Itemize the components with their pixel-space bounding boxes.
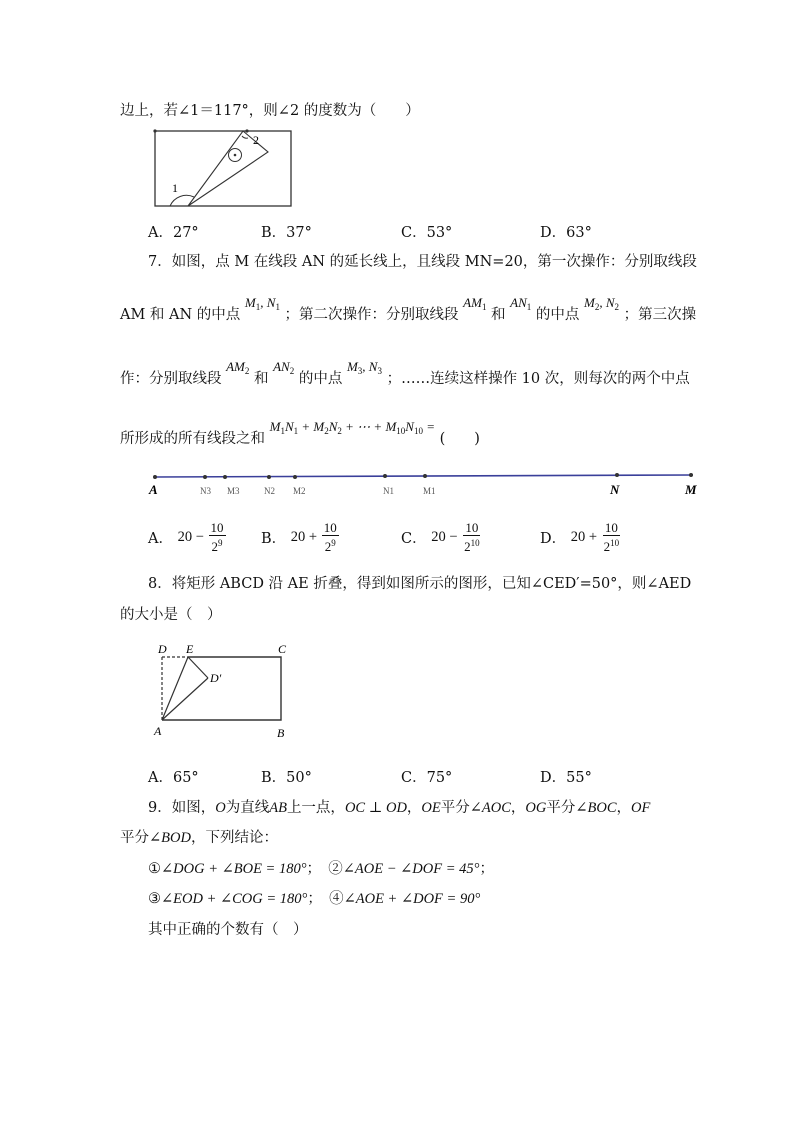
q9-question: 其中正确的个数有（ ） <box>148 922 308 938</box>
q8-option-c: C．75° <box>401 770 453 786</box>
q6-option-d: D．63° <box>540 225 592 241</box>
q7-sym-m2n2: $M_2$, $N_2$ <box>584 295 620 312</box>
q6-fig-label-1: 1 <box>172 181 178 195</box>
q8-option-d: D．55° <box>540 770 592 786</box>
q7-figure <box>145 466 705 506</box>
q8-stem-line1: 8．将矩形 ABCD 沿 AE 折叠，得到如图所示的图形，已知∠CED′=50°，则∠AED <box>148 576 692 592</box>
q7-option-b: B． 20 + $\frac{10}{2^9}$ <box>261 520 337 554</box>
q7-fig-label-a: A <box>149 482 158 497</box>
q8-fig-label-e: E <box>186 642 194 656</box>
q8-fig-label-c: C <box>278 642 287 656</box>
q8-fig-label-dprime: D′ <box>210 671 222 685</box>
q9-conclusions-row1: ①∠DOG + ∠BOE = 180°； ②∠AOE − ∠DOF = 45°； <box>148 861 494 877</box>
q9-stem-line1: 9．如图，O为直线AB上一点，OC ⊥ OD，OE平分∠AOC，OG平分∠BOC，OF <box>148 800 651 816</box>
q7-sym-an1: $AN_1$ <box>510 295 532 312</box>
q7-stem-line4: 所形成的所有线段之和 $M_1N_1 + M_2N_2$ + ⋯ + $M_{10}N_{10}$ = ( ) <box>120 419 480 447</box>
q8-figure <box>148 638 298 743</box>
q7-fig-label-n: N <box>610 482 620 497</box>
q7-fig-label-n1: N1 <box>383 486 394 496</box>
q7-fig-label-n3: N3 <box>200 486 211 496</box>
q8-option-b: B．50° <box>261 770 312 786</box>
q7-sym-an2: $AN_2$ <box>273 359 295 376</box>
q7-sym-sum: $M_1N_1 + M_2N_2$ + ⋯ + $M_{10}N_{10}$ = <box>269 419 435 436</box>
q7-stem-line3: 作：分别取线段 $AM_2$ 和 $AN_2$ 的中点 $M_3$, $N_3$ ；……连续这样操作 10 次，则每次的两个中点 <box>120 359 690 387</box>
q7-sym-am2: $AM_2$ <box>226 359 250 376</box>
q7-fig-label-m1: M1 <box>423 486 436 496</box>
q9-conclusions-row2: ③∠EOD + ∠COG = 180°； ④∠AOE + ∠DOF = 90° <box>148 891 481 907</box>
q7-fig-label-m2: M2 <box>293 486 306 496</box>
q7-option-a: A． 20 − $\frac{10}{2^9}$ <box>148 520 224 554</box>
q7-fig-label-n2: N2 <box>264 486 275 496</box>
q6-option-c: C．53° <box>401 225 453 241</box>
q6-figure <box>150 125 300 210</box>
q6-stem: 边上，若∠1＝117°，则∠2 的度数为（ ） <box>120 103 420 119</box>
q7-fig-label-m3: M3 <box>227 486 240 496</box>
q8-fig-label-b: B <box>277 726 285 740</box>
q8-stem-line2: 的大小是（ ） <box>120 607 222 623</box>
q7-stem-line1: 7．如图，点 M 在线段 AN 的延长线上，且线段 MN=20，第一次操作：分别取线段 <box>148 254 697 270</box>
q7-sym-m3n3: $M_3$, $N_3$ <box>346 359 382 376</box>
q8-fig-label-a: A <box>154 724 162 738</box>
q8-option-a: A．65° <box>148 770 199 786</box>
q7-stem-line2: AM 和 AN 的中点 $M_1$, $N_1$ ；第二次操作：分别取线段 $AM_1$ 和 $AN_1$ 的中点 $M_2$, $N_2$ ；第三次操 <box>120 295 697 323</box>
q9-stem-line2: 平分∠BOD，下列结论： <box>120 830 278 846</box>
q6-option-a: A．27° <box>148 225 199 241</box>
q6-option-b: B．37° <box>261 225 312 241</box>
q7-sym-m1n1: $M_1$, $N_1$ <box>244 295 280 312</box>
q7-option-c: C． 20 − $\frac{10}{2^{10}}$ <box>401 520 480 554</box>
q8-fig-label-d: D <box>158 642 167 656</box>
q7-fig-label-m: M <box>685 482 697 497</box>
q7-option-d: D． 20 + $\frac{10}{2^{10}}$ <box>540 520 620 554</box>
q6-fig-label-2: 2 <box>253 133 259 147</box>
q7-sym-am1: $AM_1$ <box>463 295 487 312</box>
